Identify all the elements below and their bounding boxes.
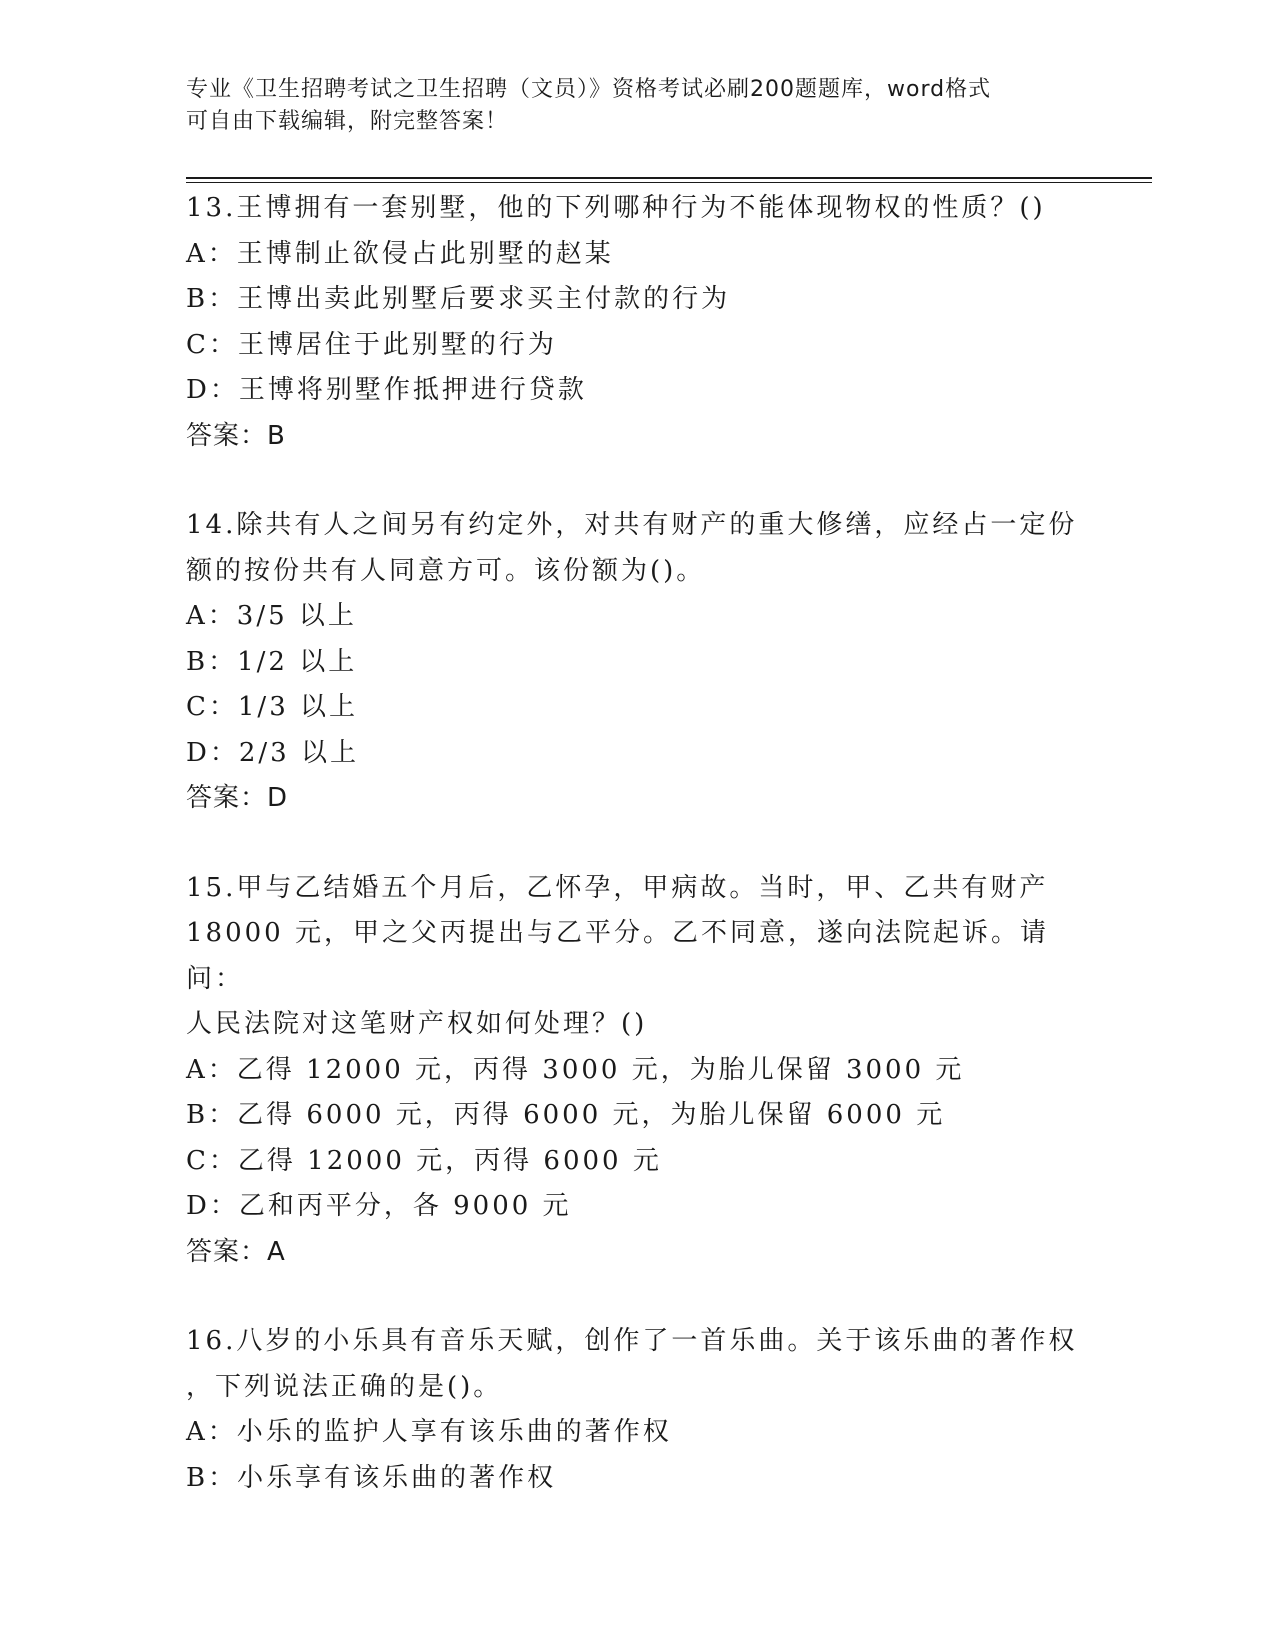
option-a: A：小乐的监护人享有该乐曲的著作权 xyxy=(186,1417,672,1447)
question-stem-line: 人民法院对这笔财产权如何处理？() xyxy=(186,1009,648,1039)
option-d: D：2/3 以上 xyxy=(186,737,359,768)
option-d: D：乙和丙平分，各 9000 元 xyxy=(186,1191,572,1221)
question-13 xyxy=(186,186,1086,459)
question-stem-line: 16.八岁的小乐具有音乐天赋，创作了一首乐曲。关于该乐曲的著作权 xyxy=(186,1326,1078,1356)
option-c: C：1/3 以上 xyxy=(186,692,359,722)
document-header xyxy=(186,74,1086,138)
question-stem-line: 15.甲与乙结婚五个月后，乙怀孕，甲病故。当时，甲、乙共有财产 xyxy=(186,872,1049,903)
option-b: B：1/2 以上 xyxy=(186,646,358,677)
question-stem-line: 13.王博拥有一套别墅，他的下列哪种行为不能体现物权的性质？() xyxy=(186,193,1046,223)
header-rule-thin xyxy=(186,182,1152,183)
answer-line: 答案：A xyxy=(186,1236,286,1267)
option-a: A：乙得 12000 元，丙得 3000 元，为胎儿保留 3000 元 xyxy=(186,1054,965,1085)
option-b: B：王博出卖此别墅后要求买主付款的行为 xyxy=(186,284,731,314)
answer-line: 答案：B xyxy=(186,420,286,451)
question-14 xyxy=(186,503,1086,822)
answer-line: 答案：D xyxy=(186,783,289,813)
option-a: A：3/5 以上 xyxy=(186,601,357,631)
header-line-1: 专业《卫生招聘考试之卫生招聘（文员）》资格考试必刷200题题库，word格式 xyxy=(186,77,992,102)
question-15 xyxy=(186,866,1086,1276)
question-16 xyxy=(186,1319,1086,1501)
option-b: B：乙得 6000 元，丙得 6000 元，为胎儿保留 6000 元 xyxy=(186,1100,946,1130)
option-c: C：乙得 12000 元，丙得 6000 元 xyxy=(186,1145,662,1176)
question-list xyxy=(186,186,1086,1501)
option-d: D：王博将别墅作抵押进行贷款 xyxy=(186,375,587,405)
question-stem-line: ，下列说法正确的是()。 xyxy=(186,1371,503,1402)
header-line-2: 可自由下载编辑，附完整答案！ xyxy=(186,109,509,134)
question-stem-line: 14.除共有人之间另有约定外，对共有财产的重大修缮，应经占一定份 xyxy=(186,510,1078,540)
question-stem-line: 额的按份共有人同意方可。该份额为()。 xyxy=(186,555,706,586)
option-c: C：王博居住于此别墅的行为 xyxy=(186,329,557,360)
option-b: B：小乐享有该乐曲的著作权 xyxy=(186,1462,557,1493)
option-a: A：王博制止欲侵占此别墅的赵某 xyxy=(186,238,614,269)
header-rule-thick xyxy=(186,177,1152,179)
question-stem-line: 18000 元，甲之父丙提出与乙平分。乙不同意，遂向法院起诉。请问： xyxy=(186,918,1049,994)
